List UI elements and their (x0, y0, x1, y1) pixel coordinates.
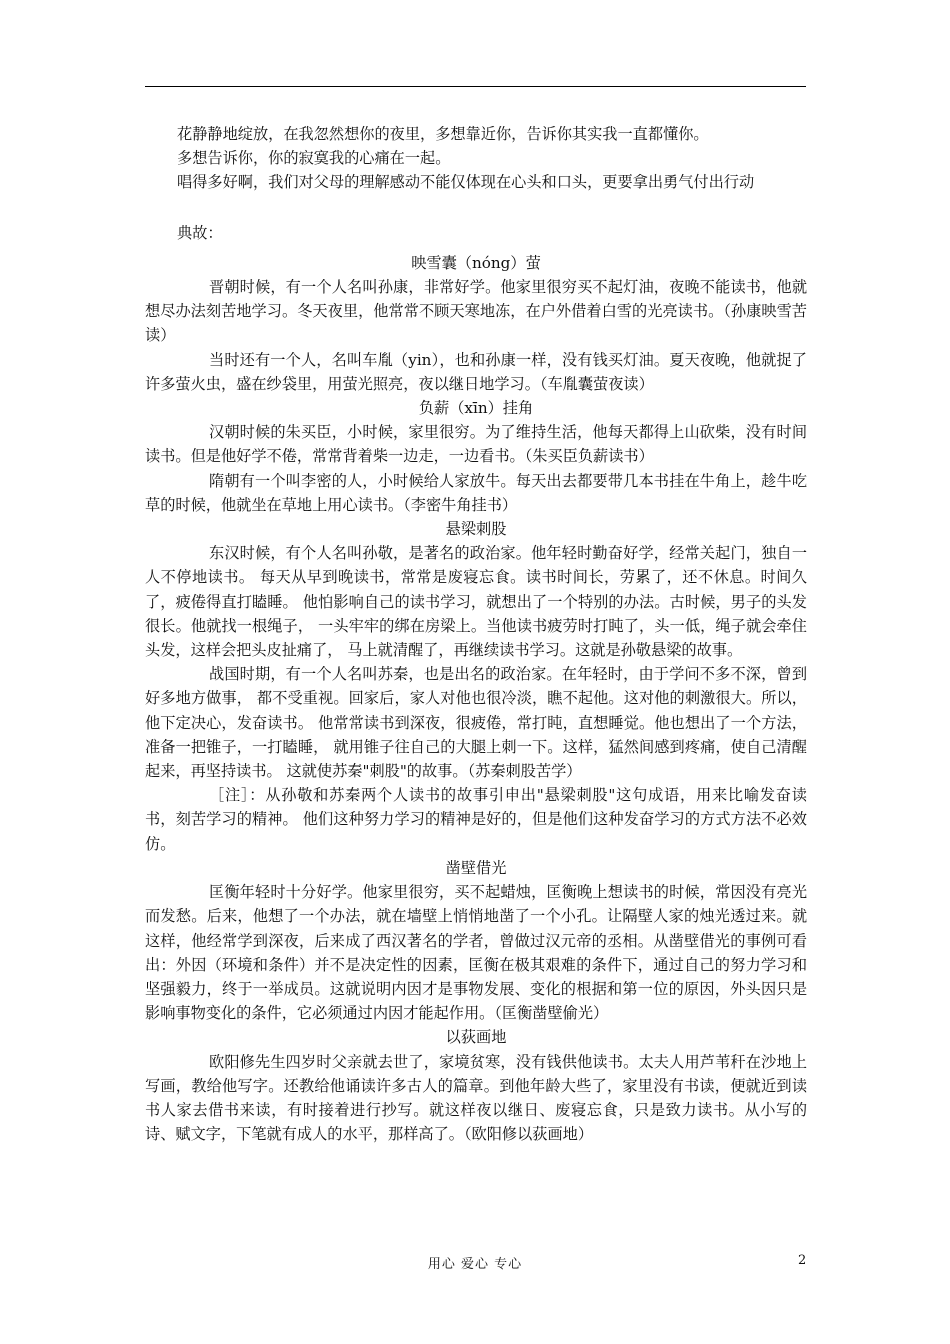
footer-motto: 用心 爱心 专心 (427, 1257, 523, 1272)
section-label: 典故： (177, 223, 223, 242)
intro-line: 花静静地绽放，在我忽然想你的夜里，多想靠近你，告诉你其实我一直都懂你。 (177, 125, 709, 143)
story-title: 悬梁刺股 (445, 520, 507, 539)
story-title: 凿壁借光 (445, 858, 507, 877)
document-body (145, 122, 807, 1146)
story-paragraph: 汉朝时候的朱买臣，小时候，家里很穷。为了维持生活，他每天都得上山砍柴，没有时间读书。但是他好学不倦，常常背着柴一边走，一边看书。（朱买臣负薪读书） (145, 423, 807, 466)
intro-line: 多想告诉你，你的寂寞我的心痛在一起。 (177, 149, 451, 168)
story-paragraph: 东汉时候，有个人名叫孙敬，是著名的政治家。他年轻时勤奋好学，经常关起门，独自一人不停地读书。 每天从早到晚读书，常常是废寝忘食。读书时间长，劳累了，还不休息。时间久了，疲倦得直打瞌睡。 他怕影响自己的读书学习，就想出了一个特别的办法。古时候，男子的头发很长。他就找一根绳子， 一头牢牢的绑在房梁上。当他读书疲劳时打盹了，头一低，绳子就会牵住头发，这样会把头皮扯痛了， 马上就清醒了，再继续读书学习。这就是孙敬悬梁的故事。 (145, 544, 807, 660)
header-rule (145, 86, 806, 87)
story-note: ［注］：从孙敬和苏秦两个人读书的故事引申出"悬梁刺股"这句成语，用来比喻发奋读书，刻苦学习的精神。 他们这种努力学习的精神是好的，但是他们这种发奋学习的方式方法不必效仿。 (145, 786, 807, 853)
story-paragraph: 欧阳修先生四岁时父亲就去世了，家境贫寒，没有钱供他读书。太夫人用芦苇秆在沙地上写画，教给他写字。还教给他诵读许多古人的篇章。到他年龄大些了，家里没有书读，便就近到读书人家去借书来读，有时接着进行抄写。就这样夜以继日、废寝忘食，只是致力读书。从小写的诗、赋文字，下笔就有成人的水平，那样高了。（欧阳修以荻画地） (145, 1052, 807, 1144)
story-paragraph: 战国时期，有一个人名叫苏秦，也是出名的政治家。在年轻时，由于学问不多不深，曾到好多地方做事， 都不受重视。回家后，家人对他也很冷淡，瞧不起他。这对他的刺激很大。所以，他下定决心，发奋读书。 他常常读书到深夜，很疲倦，常打盹，直想睡觉。他也想出了一个方法，准备一把锥子，一打瞌睡， 就用锥子往自己的大腿上刺一下。这样，猛然间感到疼痛，使自己清醒起来，再坚持读书。 这就使苏秦"刺股"的故事。（苏秦刺股苦学） (145, 665, 807, 781)
story-paragraph: 匡衡年轻时十分好学。他家里很穷，买不起蜡烛，匡衡晚上想读书的时候，常因没有亮光而发愁。后来，他想了一个办法，就在墙壁上悄悄地凿了一个小孔。让隔壁人家的烛光透过来。就这样，他经常学到深夜，后来成了西汉著名的学者，曾做过汉元帝的丞相。从凿壁借光的事例可看出：外因（环境和条件）并不是决定性的因素，匡衡在极其艰难的条件下，通过自己的努力学习和坚强毅力，终于一举成员。这就说明内因才是事物发展、变化的根据和第一位的原因，外头因只是影响事物变化的条件，它必须通过内因才能起作用。（匡衡凿壁偷光） (145, 883, 807, 1023)
story-title: 负薪（xīn）挂角 (418, 399, 534, 418)
story-paragraph: 晋朝时候，有一个人名叫孙康，非常好学。他家里很穷买不起灯油，夜晚不能读书，他就想尽办法刻苦地学习。冬天夜里，他常常不顾天寒地冻，在户外借着白雪的光亮读书。（孙康映雪苦读） (145, 278, 807, 345)
intro-line: 唱得多好啊，我们对父母的理解感动不能仅体现在心头和口头，更要拿出勇气付出行动 (177, 173, 755, 192)
story-title: 映雪囊（nóng）萤 (411, 253, 541, 272)
page-number: 2 (798, 1253, 807, 1268)
story-paragraph: 隋朝有一个叫李密的人，小时候给人家放牛。每天出去都要带几本书挂在牛角上，趁牛吃草的时候，他就坐在草地上用心读书。（李密牛角挂书） (145, 471, 807, 514)
story-title: 以荻画地 (445, 1028, 507, 1047)
story-paragraph: 当时还有一个人，名叫车胤（yin），也和孙康一样，没有钱买灯油。夏天夜晚，他就捉了许多萤火虫，盛在纱袋里，用萤光照亮，夜以继日地学习。（车胤囊萤夜读） (145, 350, 807, 393)
